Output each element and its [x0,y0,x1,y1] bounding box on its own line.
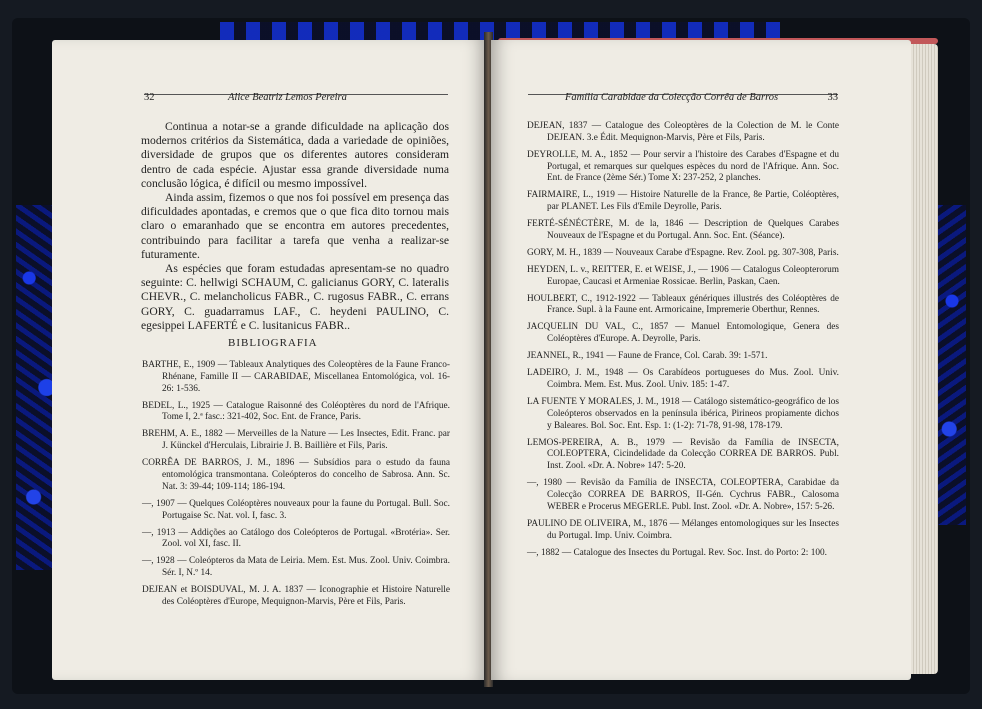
paragraph: Continua a notar-se a grande dificuldade na aplicação dos modernos critérios da Sistemática, dada a variedade de opiniões, diversidade de grupos que os diferentes autores consideram dentro de cada espécie. Ajustar essa grande diversidade numa conclusão lógica, é difícil ou mesmo impossível. [141,120,449,190]
right-bibliography [527,121,839,565]
left-page-number: 32 [144,92,155,103]
bibliography-entry: —, 1980 — Revisão da Família de INSECTA, COLEOPTERA, Carabidae da Colecção CORREA DE BARROS, II-Gén. Cychrus FABR., Calosoma WEBER e Procerus MEGERLE. Publ. Inst. Zool. «Dr. A. Nobre», 157: 5-26. [527,478,839,512]
right-page-number: 33 [827,92,838,103]
paragraph: Ainda assim, fizemos o que nos foi possível em presença das dificuldades apontadas, e cremos que o que fica dito tornou mais claro o emaranhado que se encontra em autores precedentes, contribuindo para facilitar a tarefa que venha a realizar-se futuramente. [141,191,449,261]
right-page [491,40,911,680]
bibliography-entry: FERTÉ-SÉNÉCTÈRE, M. de la, 1846 — Description de Quelques Carabes Nouveaux de l'Espagne et du Portugal. Ann. Soc. Ent. (Séance). [527,219,839,241]
bibliography-entry: DEJEAN, 1837 — Catalogue des Coleoptères de la Colection de M. le Conte DEJEAN. 3.e Édit. Mequignon-Marvis, Père et Fils, Paris. [527,121,839,143]
left-running-title: Alice Beatriz Lemos Pereira [228,92,347,103]
bibliography-entry: —, 1907 — Quelques Coléoptères nouveaux pour la faune du Portugal. Bull. Soc. Portugaise Sc. Nat. vol. I, fasc. 3. [142,498,450,521]
marbled-cover-right [938,205,966,525]
bibliography-entry: FAIRMAIRE, L., 1919 — Histoire Naturelle de la France, 8e Partie, Coléoptères, par PLANET. Les Fils d'Emile Deyrolle, Paris. [527,190,839,213]
page-block-edge [911,44,938,674]
bibliography-entry: LADEIRO, J. M., 1948 — Os Carabídeos portugueses do Mus. Zool. Univ. Coimbra. Mem. Est. Mus. Zool. Univ. 185: 1-47. [527,368,839,391]
bibliography-entry: —, 1928 — Coleópteros da Mata de Leiria. Mem. Est. Mus. Zool. Univ. Coimbra. Sér. I, N.º 14. [142,556,450,579]
bibliography-entry: GORY, M. H., 1839 — Nouveaux Carabe d'Espagne. Rev. Zool. pg. 307-308, Paris. [527,247,839,258]
bibliography-entry: —, 1882 — Catalogue des Insectes du Portugal. Rev. Soc. Inst. do Porto: 2: 100. [527,547,827,558]
bibliography-entry: BARTHE, E., 1909 — Tableaux Analytiques des Coleoptères de la Faune Franco-Rhénane, Famille II — CARABIDAE, Miscellanea Entomológica, vol. 16-26: 1-536. [142,360,450,394]
bibliography-entry: —, 1913 — Addições ao Catálogo dos Coleópteros de Portugal. «Brotéria». Ser. Zool. vol XI, fasc. II. [142,527,450,550]
bibliography-entry: JACQUELIN DU VAL, C., 1857 — Manuel Entomologique, Genera des Coléoptères d'Europe. A. Deyrolle, Paris. [527,322,839,345]
bibliography-entry: HOULBERT, C., 1912-1922 — Tableaux génériques illustrés des Coléoptères de France. Supl. à la Faune ent. Armoricaine, Impremerie Oberthur, Rennes. [527,293,839,316]
left-body-text [141,120,449,333]
bibliography-entry: BREHM, A. E., 1882 — Merveilles de la Nature — Les Insectes, Edit. Franc. par J. Künckel d'Herculais, Librairie J. B. Baillière et Fils, Paris. [142,429,450,452]
left-page [52,40,486,680]
bibliography-entry: LA FUENTE Y MORALES, J. M., 1918 — Catálogo sistemático-geográfico de los Coleópteros observados en la península ibérica, Pirineos propiamente dichos y Baleares. Bol. Soc. Ent. Esp. 1: (1-2): 71-78, 91-98, 178-179. [527,397,839,431]
bibliography-entry: PAULINO DE OLIVEIRA, M., 1876 — Mélanges entomologiques sur les Insectes du Portugal. Imp. Univ. Coimbra. [527,518,839,541]
bibliography-entry: HEYDEN, L. v., REITTER, E. et WEISE, J., — 1906 — Catalogus Coleopterorum Europae, Caucasi et Armeniae Rossicae. Berlin, Paskan, Caen. [527,264,839,287]
paragraph: As espécies que foram estudadas apresentam-se no quadro seguinte: C. hellwigi SCHAUM, C. galicianus GORY, C. lateralis CHEVR., C. melancholicus FABR., C. rugosus FABR., C. errans GORY, C. guadarramus LAF., C. heydeni PAULINO, C. egesippei LAFERTÉ e C. lusitanicus FABR.. [141,262,449,332]
bibliography-entry: JEANNEL, R., 1941 — Faune de France, Col. Carab. 39: 1-571. [527,351,768,362]
bibliography-entry: BEDEL, L., 1925 — Catalogue Raisonné des Coléoptères du nord de l'Afrique. Tome I, 2.ª fasc.: 321-402, Soc. Ent. de France, Paris. [142,400,450,423]
bibliography-entry: DEJEAN et BOISDUVAL, M. J. A. 1837 — Iconographie et Histoire Naturelle des Coléoptères d'Europe, Mequignon-Marvis, Père et Fils, Paris. [142,585,450,607]
bibliography-entry: CORRÊA DE BARROS, J. M., 1896 — Subsídios para o estudo da fauna entomológica transmontana. Coleópteros do concelho de Sabrosa. Ann. Sc. Nat. 3: 39-44; 109-114; 186-194. [142,458,450,492]
bibliography-entry: LEMOS-PEREIRA, A. B., 1979 — Revisão da Família de INSECTA, COLEOPTERA, Cicindelidade da Colecção CORREA DE BARROS. Publ. Inst. Zool. «Dr. A. Nobre» 147: 5-20. [527,437,839,472]
right-running-title: Família Carabidae da Colecção Corrêa de Barros [565,92,779,103]
bibliography-entry: DEYROLLE, M. A., 1852 — Pour servir a l'histoire des Carabes d'Espagne et du Portugal, et remarques sur quelques espèces du nord de l'Afrique. Ann. Soc. Ent. de France (2ème Sér.) Tome X: 237-252, 2 planches. [527,149,839,184]
bibliography-heading: BIBLIOGRAFIA [228,337,318,349]
right-running-head [528,92,838,103]
left-running-head [144,92,448,103]
left-bibliography [142,360,450,614]
